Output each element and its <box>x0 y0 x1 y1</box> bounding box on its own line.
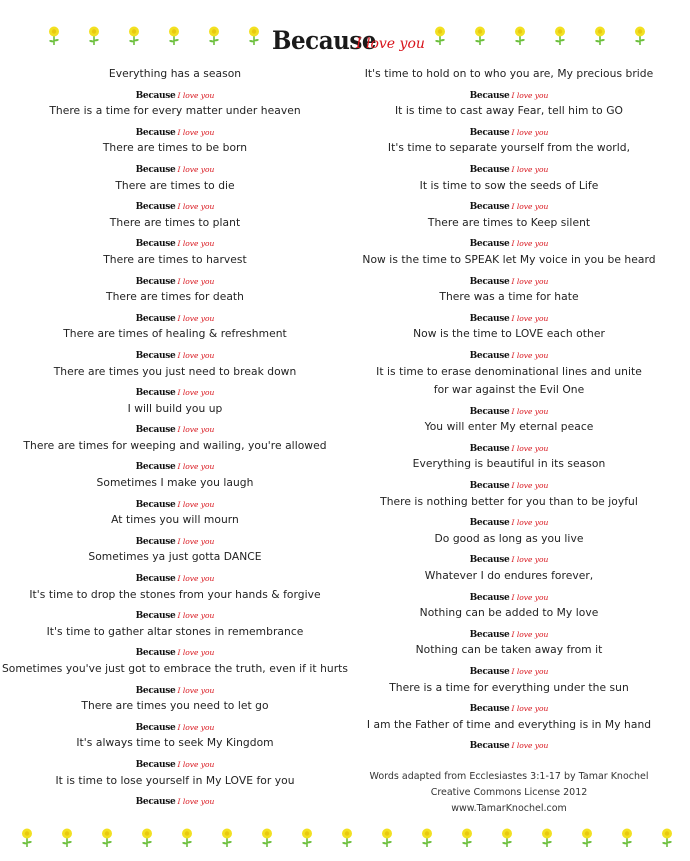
verse-line: It's time to drop the stones from your hands & forgive <box>29 587 321 601</box>
refrain-because-i-love-you <box>136 158 215 177</box>
refrain-because-i-love-you <box>136 641 215 660</box>
refrain-because-i-love-you <box>470 437 549 456</box>
refrain-because: Because <box>469 202 510 213</box>
yellow-flower-icon <box>167 26 181 46</box>
refrain-because: Because <box>469 592 510 603</box>
refrain-because-i-love-you <box>470 623 549 642</box>
yellow-flower-icon <box>460 828 474 848</box>
refrain-love: I love you <box>177 90 215 100</box>
refrain-because-i-love-you <box>470 84 549 103</box>
credits <box>350 769 668 817</box>
verse-line: Nothing can be added to My love <box>419 606 599 620</box>
verse-line: for war against the Evil One <box>433 383 585 397</box>
refrain-love: I love you <box>511 406 549 416</box>
verse-line: It's always time to seek My Kingdom <box>76 736 274 750</box>
yellow-flower-icon <box>207 26 221 46</box>
yellow-flower-icon <box>433 26 447 46</box>
refrain-love: I love you <box>511 276 549 286</box>
verse-line: There are times you just need to break down <box>53 364 297 378</box>
refrain-love: I love you <box>177 127 215 137</box>
verse-line: Nothing can be taken away from it <box>415 643 603 657</box>
refrain-because-i-love-you <box>470 307 549 326</box>
yellow-flower-icon <box>47 26 61 46</box>
refrain-because-i-love-you <box>136 790 215 809</box>
yellow-flower-icon <box>580 828 594 848</box>
yellow-flower-icon <box>553 26 567 46</box>
refrain-because: Because <box>135 499 176 510</box>
verse-line: Do good as long as you live <box>434 531 584 545</box>
refrain-love: I love you <box>177 276 215 286</box>
refrain-because-i-love-you <box>136 381 215 400</box>
refrain-love: I love you <box>511 350 549 360</box>
refrain-because-i-love-you <box>470 158 549 177</box>
refrain-love: I love you <box>177 611 215 621</box>
verse-line: There are times to Keep silent <box>427 215 591 229</box>
refrain-because: Because <box>469 239 510 250</box>
yellow-flower-icon <box>633 26 647 46</box>
refrain-because-i-love-you <box>470 548 549 567</box>
refrain-because: Because <box>469 90 510 101</box>
yellow-flower-icon <box>473 26 487 46</box>
refrain-because: Because <box>469 350 510 361</box>
verse-line: Everything is beautiful in its season <box>412 457 606 471</box>
refrain-love: I love you <box>511 667 549 676</box>
refrain-because-i-love-you <box>136 270 215 289</box>
refrain-because-i-love-you <box>470 660 549 679</box>
verse-line: Sometimes I make you laugh <box>96 476 254 490</box>
verse-line: There is a time for everything under the sun <box>389 680 629 694</box>
credits-attribution: Words adapted from Ecclesiastes 3:1-17 by Tamar Knochel <box>369 771 649 782</box>
refrain-because: Because <box>135 685 176 696</box>
refrain-love: I love you <box>511 164 549 174</box>
refrain-love: I love you <box>177 759 215 769</box>
yellow-flower-icon <box>247 26 261 46</box>
verse-line: It is time to sow the seeds of Life <box>419 178 599 192</box>
refrain-love: I love you <box>177 722 215 732</box>
refrain-because-i-love-you <box>136 567 215 586</box>
verse-line: There are times you need to let go <box>81 699 269 713</box>
refrain-because: Because <box>469 518 510 529</box>
refrain-because-i-love-you <box>470 734 549 753</box>
credits-website: www.TamarKnochel.com <box>451 803 567 814</box>
refrain-love: I love you <box>177 425 215 435</box>
yellow-flower-icon <box>260 828 274 848</box>
refrain-because: Because <box>135 648 176 659</box>
refrain-because: Because <box>135 722 176 733</box>
yellow-flower-icon <box>60 828 74 848</box>
verse-line: Whatever I do endures forever, <box>424 569 594 583</box>
yellow-flower-icon <box>593 26 607 46</box>
refrain-because: Because <box>135 313 176 324</box>
yellow-flower-icon <box>87 26 101 46</box>
verse-line: There are times to be born <box>102 141 248 155</box>
refrain-love: I love you <box>511 90 549 100</box>
refrain-because-i-love-you <box>470 232 549 251</box>
refrain-because: Because <box>135 388 176 399</box>
header <box>0 14 690 64</box>
refrain-because: Because <box>135 90 176 101</box>
refrain-because: Because <box>135 239 176 250</box>
refrain-love: I love you <box>511 555 549 565</box>
refrain-because-i-love-you <box>470 697 549 716</box>
refrain-because-i-love-you <box>470 195 549 214</box>
verse-line: I will build you up <box>127 401 223 415</box>
yellow-flower-icon <box>300 828 314 848</box>
left-column <box>0 65 350 809</box>
yellow-flower-icon <box>513 26 527 46</box>
refrain-because: Because <box>135 536 176 547</box>
refrain-because-i-love-you <box>470 344 549 363</box>
refrain-because: Because <box>469 164 510 175</box>
yellow-flower-icon <box>540 828 554 848</box>
verse-line: It's time to hold on to who you are, My precious bride <box>364 67 654 80</box>
yellow-flower-icon <box>380 828 394 848</box>
refrain-because-i-love-you <box>470 270 549 289</box>
refrain-love: I love you <box>511 443 549 453</box>
yellow-flower-icon <box>620 828 634 848</box>
refrain-because: Because <box>135 127 176 138</box>
refrain-because: Because <box>135 202 176 213</box>
verse-line: There are times of healing & refreshment <box>63 327 287 341</box>
credits-license: Creative Commons License 2012 <box>430 787 588 798</box>
verse-line: I am the Father of time and everything is in My hand <box>366 717 652 731</box>
verse-line: There is nothing better for you than to be joyful <box>380 494 638 508</box>
refrain-because: Because <box>469 276 510 287</box>
yellow-flower-icon <box>220 828 234 848</box>
refrain-love: I love you <box>511 313 549 323</box>
refrain-love: I love you <box>177 499 215 509</box>
verse-line: Everything has a season <box>108 67 242 80</box>
refrain-because: Because <box>469 443 510 454</box>
refrain-because-i-love-you <box>136 418 215 437</box>
refrain-because: Because <box>135 797 176 808</box>
refrain-love: I love you <box>511 741 549 751</box>
refrain-because-i-love-you <box>470 400 549 419</box>
yellow-flower-icon <box>500 828 514 848</box>
refrain-love: I love you <box>177 202 215 212</box>
verse-line: It is time to cast away Fear, tell him to GO <box>394 104 624 118</box>
refrain-because-i-love-you <box>470 121 549 140</box>
refrain-because-i-love-you <box>136 716 215 735</box>
refrain-love: I love you <box>177 574 215 584</box>
refrain-because: Because <box>469 704 510 715</box>
yellow-flower-icon <box>140 828 154 848</box>
refrain-love: I love you <box>511 127 549 137</box>
refrain-because: Because <box>135 425 176 436</box>
refrain-because: Because <box>469 741 510 752</box>
yellow-flower-icon <box>340 828 354 848</box>
refrain-because-i-love-you <box>136 530 215 549</box>
refrain-love: I love you <box>177 388 215 398</box>
page-title: Because <box>272 26 377 55</box>
refrain-love: I love you <box>177 350 215 360</box>
yellow-flower-icon <box>180 828 194 848</box>
yellow-flower-icon <box>127 26 141 46</box>
verse-line: There are times for death <box>105 290 245 304</box>
refrain-love: I love you <box>511 239 549 249</box>
refrain-love: I love you <box>177 313 215 323</box>
refrain-because-i-love-you <box>136 121 215 140</box>
refrain-because: Because <box>135 276 176 287</box>
yellow-flower-icon <box>20 828 34 848</box>
refrain-because-i-love-you <box>136 195 215 214</box>
verse-line: There is a time for every matter under heaven <box>49 104 301 118</box>
refrain-because-i-love-you <box>136 455 215 474</box>
refrain-because-i-love-you <box>136 232 215 251</box>
refrain-because: Because <box>469 555 510 566</box>
verse-line: You will enter My eternal peace <box>424 420 594 434</box>
refrain-because: Because <box>135 350 176 361</box>
verse-line: There are times for weeping and wailing, you're allowed <box>23 438 327 452</box>
refrain-because: Because <box>469 629 510 640</box>
verse-line: At times you will mourn <box>111 513 239 527</box>
refrain-because-i-love-you <box>136 344 215 363</box>
refrain-because: Because <box>469 127 510 138</box>
refrain-because-i-love-you <box>136 679 215 698</box>
verse-line: Now is the time to SPEAK let My voice in you be heard <box>362 252 656 266</box>
yellow-flower-icon <box>100 828 114 848</box>
refrain-love: I love you <box>511 592 549 602</box>
refrain-because: Because <box>135 759 176 770</box>
refrain-love: I love you <box>177 462 215 472</box>
verse-line: It's time to gather altar stones in remembrance <box>46 624 304 638</box>
bottom-flower-row <box>0 824 690 854</box>
refrain-because: Because <box>135 462 176 473</box>
verse-line: It is time to erase denominational lines and unite <box>376 364 642 378</box>
verse-line: There are times to die <box>115 178 235 192</box>
refrain-because: Because <box>469 481 510 492</box>
verse-line: It's time to separate yourself from the world, <box>387 141 631 155</box>
refrain-love: I love you <box>511 704 549 714</box>
refrain-because-i-love-you <box>136 604 215 623</box>
refrain-love: I love you <box>511 202 549 212</box>
title-love-text: I love you <box>356 36 425 52</box>
refrain-love: I love you <box>511 629 549 639</box>
refrain-love: I love you <box>511 481 549 491</box>
verse-line: There was a time for hate <box>439 290 579 304</box>
refrain-because: Because <box>135 611 176 622</box>
refrain-love: I love you <box>177 536 215 546</box>
refrain-because-i-love-you <box>136 753 215 772</box>
refrain-because-i-love-you <box>136 84 215 103</box>
refrain-love: I love you <box>177 685 215 695</box>
refrain-love: I love you <box>177 164 215 174</box>
refrain-love: I love you <box>177 648 215 658</box>
yellow-flower-icon <box>660 828 674 848</box>
refrain-because-i-love-you <box>470 586 549 605</box>
refrain-love: I love you <box>177 797 215 807</box>
verse-line: Sometimes you've just got to embrace the truth, even if it hurts <box>1 662 349 675</box>
right-column <box>350 65 668 753</box>
verse-line: Now is the time to LOVE each other <box>413 327 605 341</box>
refrain-because: Because <box>469 313 510 324</box>
refrain-love: I love you <box>511 518 549 528</box>
refrain-love: I love you <box>177 239 215 249</box>
refrain-because-i-love-you <box>136 307 215 326</box>
refrain-because: Because <box>135 574 176 585</box>
refrain-because: Because <box>469 406 510 417</box>
verse-line: There are times to plant <box>109 215 241 229</box>
refrain-because-i-love-you <box>470 511 549 530</box>
yellow-flower-icon <box>420 828 434 848</box>
refrain-because-i-love-you <box>470 474 549 493</box>
verse-line: There are times to harvest <box>103 252 247 266</box>
verse-line: Sometimes ya just gotta DANCE <box>88 550 262 564</box>
verse-line: It is time to lose yourself in My LOVE for you <box>55 773 295 787</box>
refrain-because: Because <box>135 164 176 175</box>
refrain-because: Because <box>469 667 510 677</box>
refrain-because-i-love-you <box>136 493 215 512</box>
